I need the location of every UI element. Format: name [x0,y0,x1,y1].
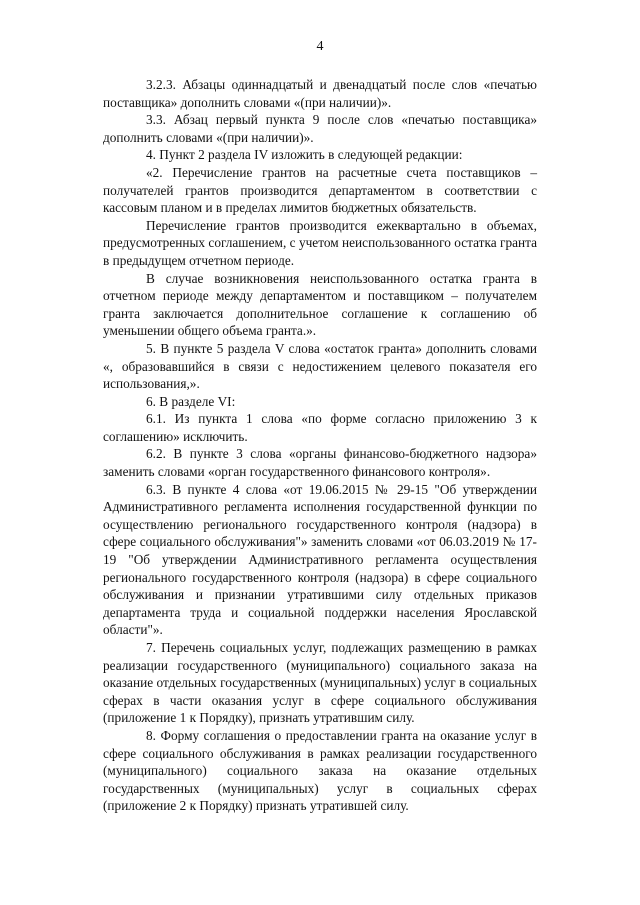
paragraph-6: 6. В разделе VI: [146,393,236,409]
paragraph-6-1: 6.1. Из пункта 1 слова «по форме согласно приложению 3 к соглашению» исключить. [103,411,537,444]
paragraph-5: 5. В пункте 5 раздела V слова «остаток гранта» дополнить словами «, образовавшийся в связи с недостижением целевого показателя его использования,». [103,340,537,392]
paragraph-4-quote-remainder: В случае возникновения неиспользованного остатка гранта в отчетном периоде между департаментом и поставщиком – получателем гранта заключается дополнительное соглашение к соглашению об уменьшении общего объема гранта.». [103,270,537,339]
paragraph-3-3: 3.3. Абзац первый пункта 9 после слов «печатью поставщика» дополнить словами «(при наличии)». [103,112,537,145]
paragraph-3-2-3: 3.2.3. Абзацы одиннадцатый и двенадцатый после слов «печатью поставщика» дополнить словами «(при наличии)». [103,77,537,110]
paragraph-6-2: 6.2. В пункте 3 слова «органы финансово-бюджетного надзора» заменить словами «орган государственного финансового контроля». [103,446,537,480]
paragraph-4: 4. Пункт 2 раздела IV изложить в следующей редакции: [146,147,463,163]
paragraph-7: 7. Перечень социальных услуг, подлежащих размещению в рамках реализации государственного (муниципального) социального заказа на оказание отдельных государственных (муниципальных) услуг в социальных сферах в части оказания услуг в сфере социального обслуживания (приложение 1 к Порядку), признать утратившим силу. [103,640,537,726]
paragraph-4-quote-quarterly: Перечисление грантов производится ежеквартально в объемах, предусмотренных соглашением, с учетом неиспользованного остатка гранта в предыдущем отчетном периоде. [103,217,537,268]
paragraph-8: 8. Форму соглашения о предоставлении гранта на оказание услуг в сфере социального обслуживания в рамках реализации государственного (муниципального) социального заказа на оказание отдельных государственных (муниципальных) услуг в социальных сферах (приложение 2 к Порядку) признать утратившей силу. [103,727,537,814]
paragraph-4-quote-grant-transfer: «2. Перечисление грантов на расчетные счета поставщиков – получателей грантов производится департаментом в соответствии с кассовым планом и в пределах лимитов бюджетных обязательств. [103,164,537,216]
paragraph-6-3: 6.3. В пункте 4 слова «от 19.06.2015 № 29-15 "Об утверждении Административного регламента исполнения государственной функции по осуществлению регионального государственного контроля (надзора) в сфере социального обслуживания"» заменить словами «от 06.03.2019 № 17-19 "Об утверждении Административного регламента осуществления регионального государственного контроля (надзора) в сфере социального обслуживания и признании утратившими силу отдельных приказов департамента труда и социальной поддержки населения Ярославской области"». [103,481,537,638]
document-body [103,76,537,815]
page-number: 4 [316,39,324,54]
